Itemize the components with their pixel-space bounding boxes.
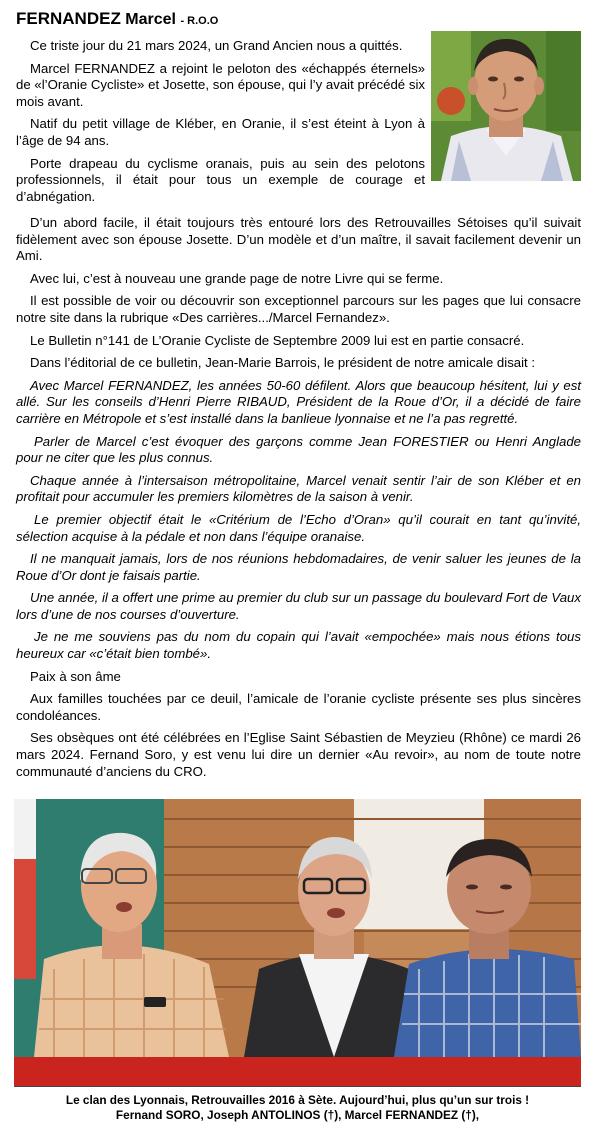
quote-paragraph: Il ne manquait jamais, lors de nos réunions hebdomadaires, de venir saluer les jeunes de la Roue d’Or dont je faisais partie. [16, 551, 581, 583]
paragraph: Le Bulletin n°141 de L’Oranie Cycliste de Septembre 2009 lui est en partie consacré. [30, 332, 525, 348]
title-firstname: Marcel [125, 11, 176, 28]
paragraph: Dans l’éditorial de ce bulletin, Jean-Marie Barrois, le président de notre amicale disait : [30, 355, 536, 371]
quote-paragraph: Le premier objectif était le «Critérium de l’Echo d’Oran» qu’il courait en tant qu’invité, sélection acquise à la pédale et non dans l’équipe oranaise. [16, 511, 581, 544]
paragraph: Porte drapeau du cyclisme oranais, puis au sein des pelotons professionnels, il était pour tous un exemple de courage et d’abnégation. [16, 155, 425, 204]
photo-caption [14, 1093, 581, 1123]
text-column-main [16, 215, 581, 780]
paragraph: Aux familles touchées par ce deuil, l’amicale de l’oranie cycliste présente ses plus sincères condoléances. [16, 691, 581, 723]
quote-paragraph: Une année, il a offert une prime au premier du club sur un passage du boulevard Fort de Vaux lors d’une de nos courses d’ouverture. [16, 590, 581, 622]
paragraph: Natif du petit village de Kléber, en Oranie, il s’est éteint à Lyon à l’âge de 94 ans. [16, 116, 425, 148]
paragraph: Avec lui, c’est à nouveau une grande page de notre Livre qui se ferme. [30, 270, 444, 286]
page-title [16, 9, 218, 29]
paragraph: Ce triste jour du 21 mars 2024, un Grand Ancien nous a quittés. [30, 38, 403, 53]
paragraph: D’un abord facile, il était toujours très entouré lors des Retrouvailles Sétoises qu’il suivait fidèlement avec son épouse Josette. D’un modèle et d’un maître, il savait facilement devenir un Ami. [16, 215, 581, 264]
caption-line: Le clan des Lyonnais, Retrouvailles 2016 à Sète. Aujourd’hui, plus qu’un sur trois ! [65, 1093, 530, 1107]
paragraph: Ses obsèques ont été célébrées en l’Eglise Saint Sébastien de Meyzieu (Rhône) ce mardi 26 mars 2024. Fernand Soro, y est venu lui dire un dernier «Au revoir», au nom de toute notre communauté d’anciens du CRO. [16, 730, 581, 779]
caption-line: Fernand SORO, Joseph ANTOLINOS (†), Marcel FERNANDEZ (†), [115, 1108, 480, 1122]
paragraph: Paix à son âme [30, 668, 121, 684]
title-name: FERNANDEZ [16, 9, 121, 28]
quote-paragraph: Chaque année à l’intersaison métropolitaine, Marcel venait sentir l’air de son Kléber et en profitait pour accumuler les premiers kilomètres de la saison à venir. [16, 472, 581, 505]
quote-paragraph: Je ne me souviens pas du nom du copain qui l’avait «empochée» mais nous étions tous heureux car «c’était bien tombé». [16, 629, 581, 662]
quote-paragraph: Parler de Marcel c’est évoquer des garçons comme Jean FORESTIER ou Henri Anglade pour ne citer que les plus connus. [16, 433, 581, 466]
group-photo [14, 799, 581, 1087]
text-column-top [16, 38, 425, 205]
paragraph: Marcel FERNANDEZ a rejoint le peloton des «échappés éternels» de «l’Oranie Cycliste» et Josette, son épouse, qui l’y avait précédé six mois avant. [16, 60, 425, 109]
quote-paragraph: Avec Marcel FERNANDEZ, les années 50-60 défilent. Alors que beaucoup hésitent, lui y est allé. Sur les conseils d’Henri Pierre RIBAUD, Président de la Roue d’Or, il a décidé de faire carrière en Métropole et s’est installé dans la banlieue lyonnaise et ne l’a pas regretté. [16, 377, 581, 426]
portrait-photo [431, 31, 581, 181]
title-suffix: - R.O.O [180, 15, 219, 27]
paragraph: Il est possible de voir ou découvrir son exceptionnel parcours sur les pages que lui consacre notre site dans la rubrique «Des carrières.../Marcel Fernandez». [16, 293, 581, 325]
